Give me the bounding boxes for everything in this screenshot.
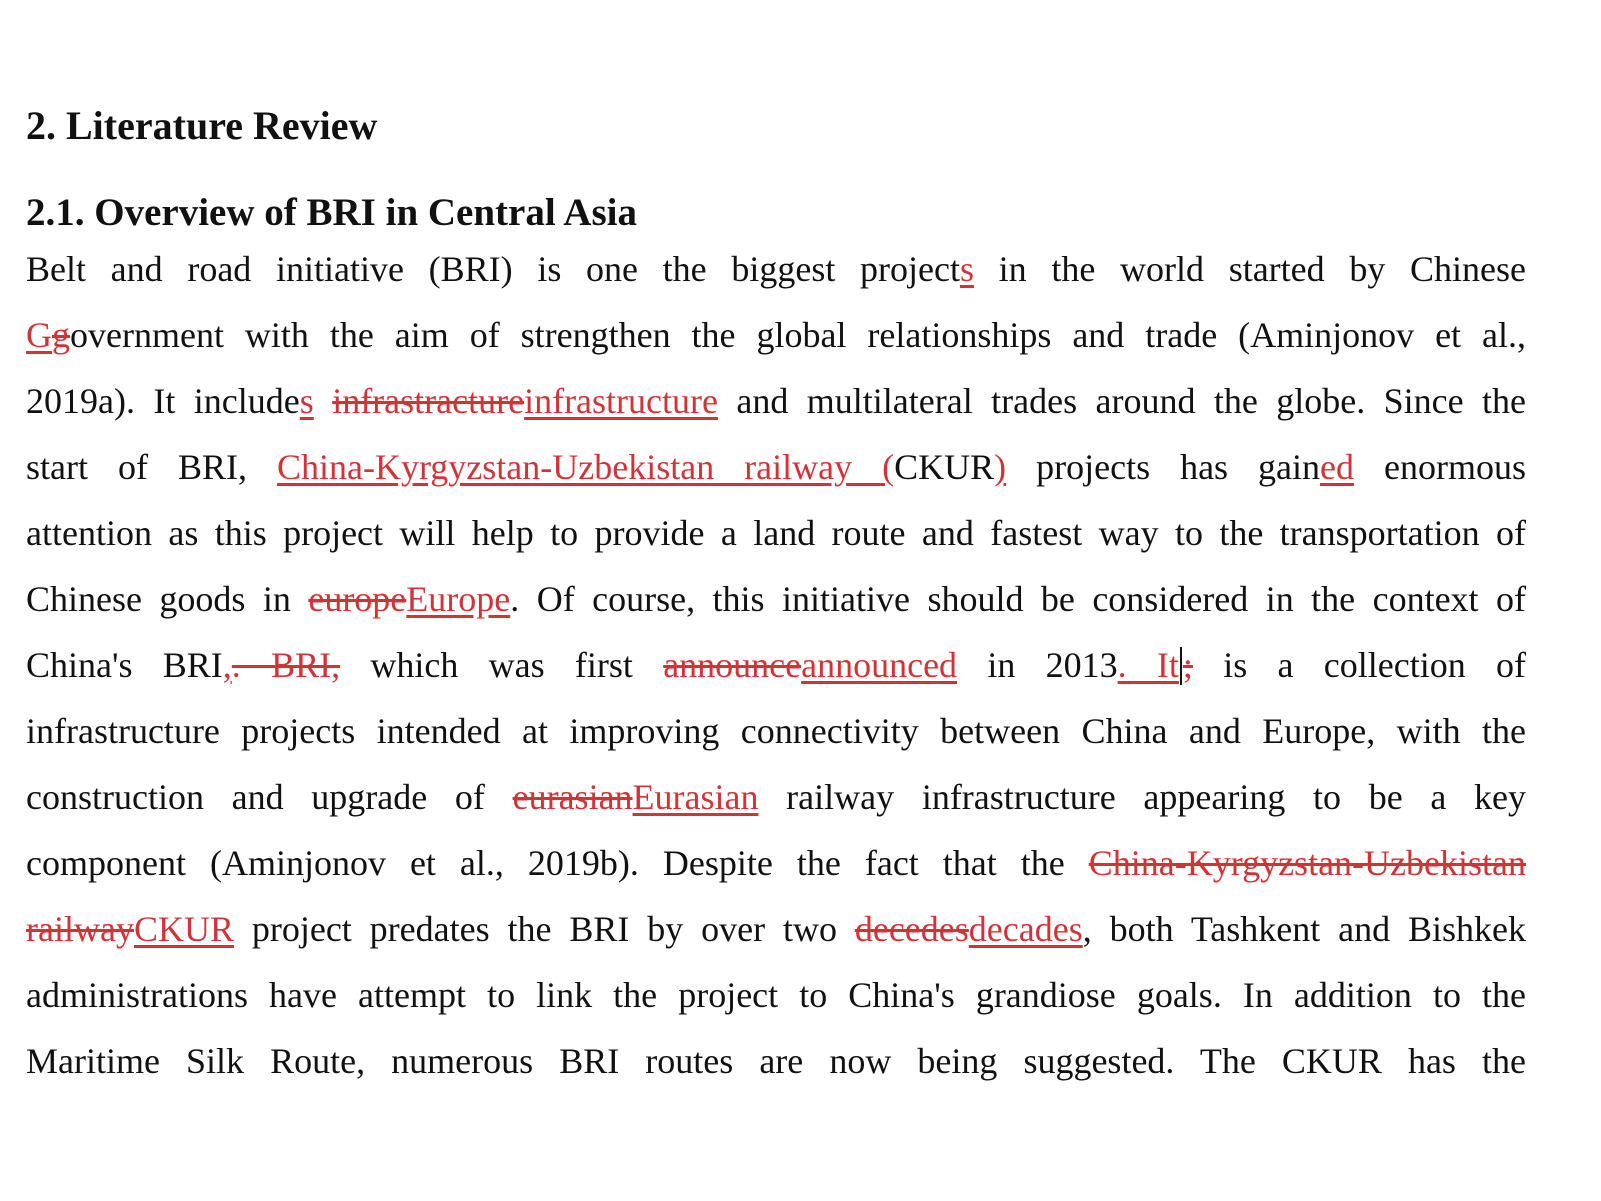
body-text: is a collection of <box>1192 645 1526 685</box>
body-text: CKUR <box>894 447 995 487</box>
body-text: Maritime Silk Route, numerous BRI routes are now being suggested. The CKUR has the <box>26 1041 1526 1081</box>
inserted-text: announced <box>801 645 958 685</box>
text-line <box>26 302 1526 368</box>
body-text: railway infrastructure appearing to be a key <box>758 777 1526 817</box>
text-line <box>26 764 1526 830</box>
body-text: , both Tashkent and Bishkek <box>1082 909 1526 949</box>
body-text: administrations have attempt to link the project to China's grandiose goals. In addition to the <box>26 975 1526 1015</box>
body-text: Belt and road initiative (BRI) is one the biggest project <box>26 249 960 289</box>
text-line <box>26 1028 1526 1084</box>
deleted-text: g <box>52 315 70 355</box>
inserted-text: infrastructure <box>524 381 718 421</box>
deleted-text: ; <box>1182 645 1193 685</box>
inserted-text: ) <box>994 447 1007 487</box>
text-line <box>26 698 1526 764</box>
body-text: component (Aminjonov et al., 2019b). Despite the fact that the <box>26 843 1089 883</box>
text-line <box>26 632 1526 698</box>
body-text: which was first <box>340 645 664 685</box>
inserted-text: Europe <box>406 579 511 619</box>
text-line <box>26 962 1526 1028</box>
inserted-text: s <box>959 249 974 289</box>
body-text: in the world started by Chinese <box>973 249 1526 289</box>
inserted-text: China-Kyrgyzstan-Uzbekistan railway ( <box>276 447 895 487</box>
text-line <box>26 896 1526 962</box>
text-line <box>26 368 1526 434</box>
body-text: 2019a). It include <box>26 381 300 421</box>
body-paragraph[interactable] <box>26 236 1526 1084</box>
body-text <box>314 381 332 421</box>
subsection-heading: 2.1. Overview of BRI in Central Asia <box>26 191 637 234</box>
deleted-text: decedes <box>854 909 969 949</box>
body-text: enormous <box>1354 447 1526 487</box>
text-line <box>26 434 1526 500</box>
body-text: infrastructure projects intended at improving connectivity between China and Europe, with the <box>26 711 1526 751</box>
text-line <box>26 830 1526 896</box>
body-text: . Of course, this initiative should be considered in the context of <box>510 579 1526 619</box>
body-text: Chinese goods in <box>26 579 309 619</box>
body-text: project predates the BRI by over two <box>233 909 855 949</box>
body-text: overnment with the aim of strengthen the global relationships and trade (Aminjonov et al., <box>70 315 1526 355</box>
body-text: and multilateral trades around the globe. Since the <box>717 381 1526 421</box>
deleted-text: . BRI, <box>231 645 341 685</box>
text-cursor <box>1180 647 1182 685</box>
section-heading: 2. Literature Review <box>26 103 378 148</box>
body-text: attention as this project will help to provide a land route and fastest way to the transportation of <box>26 513 1526 553</box>
deleted-text: europe <box>308 579 407 619</box>
inserted-text: CKUR <box>133 909 234 949</box>
deleted-text: announce <box>663 645 802 685</box>
inserted-text: . It <box>1117 645 1179 685</box>
text-line <box>26 236 1526 302</box>
text-line <box>26 566 1526 632</box>
inserted-text: decades <box>968 909 1083 949</box>
document-page <box>26 0 1526 1201</box>
body-text: China's BRI <box>26 645 223 685</box>
inserted-text: G <box>26 315 52 355</box>
body-text: projects has gain <box>1006 447 1321 487</box>
deleted-text: infrastracture <box>332 381 525 421</box>
inserted-text: s <box>299 381 314 421</box>
body-text: start of BRI, <box>26 447 277 487</box>
body-text: construction and upgrade of <box>26 777 513 817</box>
deleted-text: China-Kyrgyzstan-Uzbekistan <box>1088 843 1526 883</box>
inserted-text: Eurasian <box>632 777 759 817</box>
deleted-text: eurasian <box>512 777 633 817</box>
deleted-text: railway <box>26 909 134 949</box>
body-text: in 2013 <box>957 645 1118 685</box>
text-line <box>26 500 1526 566</box>
inserted-text: ed <box>1320 447 1355 487</box>
inserted-text: , <box>222 645 232 685</box>
